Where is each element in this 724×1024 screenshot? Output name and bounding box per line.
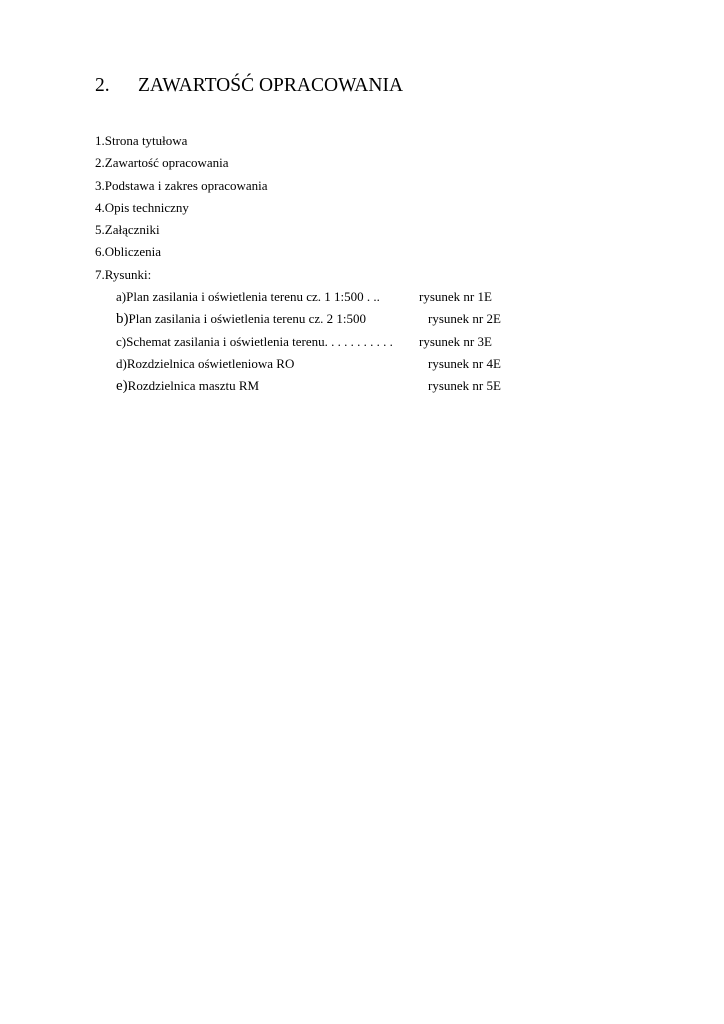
drawing-letter: c) <box>116 333 127 349</box>
contents-list <box>95 130 268 286</box>
drawing-title: Plan zasilania i oświetlenia terenu cz. 2 1:500 <box>128 311 367 327</box>
drawing-title: Schemat zasilania i oświetlenia terenu. . . . . . . . . . . <box>126 333 393 349</box>
drawing-number: rysunek nr 5E <box>428 378 501 394</box>
section-heading <box>95 75 403 97</box>
drawing-number: rysunek nr 2E <box>428 311 501 327</box>
contents-item: 7.Rysunki: <box>95 266 152 282</box>
drawing-entry <box>116 286 536 308</box>
contents-item: 3.Podstawa i zakres opracowania <box>95 177 268 193</box>
drawing-letter: e) <box>116 378 128 395</box>
section-number: 2. <box>95 75 110 96</box>
contents-item: 2.Zawartość opracowania <box>95 155 229 171</box>
drawing-entry <box>116 375 536 397</box>
drawing-number: rysunek nr 3E <box>419 333 492 349</box>
section-title: ZAWARTOŚĆ OPRACOWANIA <box>138 75 404 96</box>
drawing-letter: b) <box>116 311 129 328</box>
drawing-entry <box>116 331 536 353</box>
drawing-entry <box>116 308 536 330</box>
drawing-letter: a) <box>116 289 127 304</box>
drawing-title: Rozdzielnica oświetleniowa RO <box>126 355 295 371</box>
drawing-number: rysunek nr 4E <box>428 355 501 371</box>
drawings-list <box>116 286 536 397</box>
contents-item: 6.Obliczenia <box>95 244 162 260</box>
drawing-letter: d) <box>116 355 127 371</box>
contents-item: 4.Opis techniczny <box>95 199 189 215</box>
drawing-title: Plan zasilania i oświetlenia terenu cz. 1 1:500 . .. <box>126 289 380 304</box>
drawing-number: rysunek nr 1E <box>419 289 492 304</box>
drawing-title: Rozdzielnica masztu RM <box>127 378 260 394</box>
drawing-entry <box>116 353 536 375</box>
contents-item: 5.Załączniki <box>95 222 160 238</box>
contents-item: 1.Strona tytułowa <box>95 133 188 148</box>
